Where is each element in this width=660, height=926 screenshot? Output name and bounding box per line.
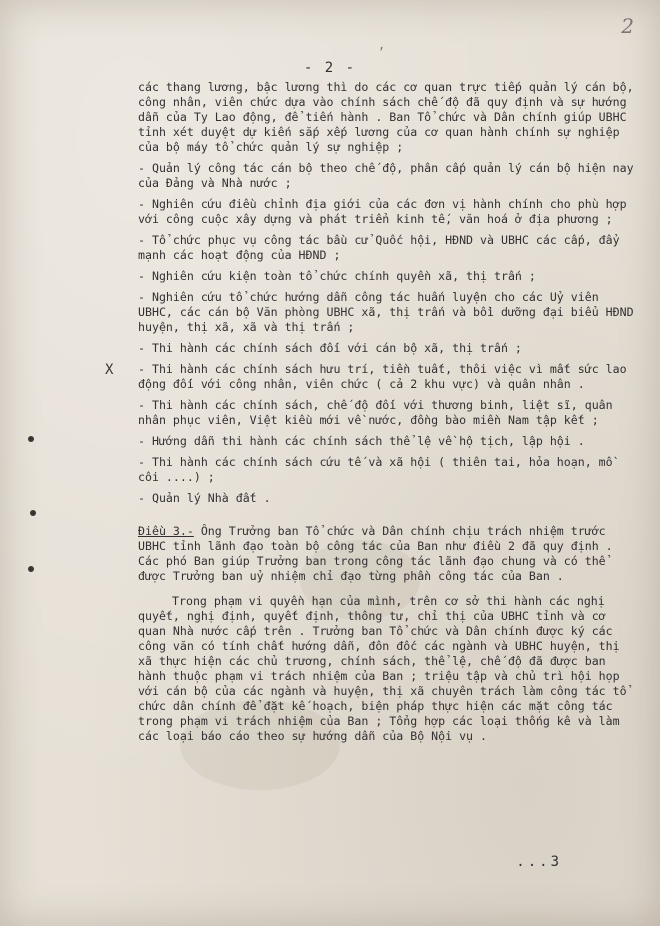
list-item: - Tổ chức phục vụ công tác bầu cử Quốc hội, HĐND và UBHC các cấp, đẩy mạnh các hoạt động của HĐND ; xyxy=(138,233,620,262)
article-3-text: Ông Trưởng ban Tổ chức và Dân chính chịu trách nhiệm trước UBHC tỉnh lãnh đạo toàn bộ công tác của Ban như điều 2 đã quy định . Các phó Ban giúp Trưởng ban trong công tác lãnh đạo chung và có thể được Trưởng ban uỷ nhiệm chỉ đạo từng phần công tác của Ban . xyxy=(138,524,613,583)
list-item: - Thi hành các chính sách đối với cán bộ xã, thị trấn ; xyxy=(138,341,522,355)
list-item: - Nghiên cứu tổ chức hướng dẫn công tác huấn luyện cho các Uỷ viên UBHC, các cán bộ Văn phòng UBHC xã, thị trấn và bồi dưỡng đại biểu HĐND huyện, thị xã, xã và thị trấn ; xyxy=(138,290,634,334)
list-item: - Thi hành các chính sách, chế độ đối với thương binh, liệt sĩ, quân nhân phục viên, Việt kiều mới về nước, đồng bào miền Nam tập kết ; xyxy=(138,398,613,427)
list-item: - Quản lý Nhà đất . xyxy=(138,491,271,505)
continuation-marker: ...3 xyxy=(516,854,562,870)
small-ink-mark: , xyxy=(378,38,386,52)
punch-hole-dot xyxy=(28,436,34,442)
list-item: - Hướng dẫn thi hành các chính sách thể lệ về hộ tịch, lập hội . xyxy=(138,434,585,448)
punch-hole-dot xyxy=(28,566,34,572)
list-item: - Thi hành các chính sách hưu trí, tiền tuất, thôi việc vì mất sức lao động đối với công nhân, viên chức ( cả 2 khu vực) và quân nhân . xyxy=(138,362,627,391)
margin-x-mark: X xyxy=(105,362,114,378)
document-body xyxy=(138,80,634,750)
list-item: - Quản lý công tác cán bộ theo chế độ, phân cấp quản lý cán bộ hiện nay của Đảng và Nhà nước ; xyxy=(138,161,634,190)
page-number: - 2 - xyxy=(303,60,357,76)
intro-paragraph: các thang lương, bậc lương thì do các cơ quan trực tiếp quản lý cán bộ, công nhân, viên chức dựa vào chính sách chế độ đã quy định và sự hướng dẫn của Ty Lao động, để tiến hành . Ban Tổ chức và Dân chính giúp UBHC tỉnh xét duyệt dự kiến sắp xếp lương của cơ quan hành chính sự nghiệp của bộ máy tổ chức quản lý sự nghiệp ; xyxy=(138,80,634,154)
article-3 xyxy=(138,524,634,584)
corner-page-mark: 2 xyxy=(621,14,634,38)
list-item: - Nghiên cứu kiện toàn tổ chức chính quyền xã, thị trấn ; xyxy=(138,269,536,283)
closing-paragraph: Trong phạm vi quyền hạn của mình, trên cơ sở thi hành các nghị quyết, nghị định, quyết định, thông tư, chỉ thị của UBHC tỉnh và cơ quan Nhà nước cấp trên . Trưởng ban Tổ chức và Dân chính được ký các công văn có tính chất hướng dẫn, đôn đốc các ngành và UBHC huyện, thị xã thực hiện các chủ trương, chính sách, thể lệ, chế độ đã được ban hành thuộc phạm vi trách nhiệm của Ban ; triệu tập và chủ trì hội họp với cán bộ của các ngành và huyện, thị xã chuyên trách làm công tác tổ chức dân chính để đặt kế hoạch, biện pháp thực hiện các mặt công tác trong phạm vi trách nhiệm của Ban ; Tổng hợp các loại thống kê và làm các loại báo cáo theo sự hướng dẫn của Bộ Nội vụ . xyxy=(138,594,627,743)
list-item: - Thi hành các chính sách cứu tế và xã hội ( thiên tai, hỏa hoạn, mồ côi ....) ; xyxy=(138,455,613,484)
punch-hole-dot xyxy=(30,510,36,516)
article-3-title: Điều 3.- xyxy=(138,524,194,538)
list-item: - Nghiên cứu điều chỉnh địa giới của các đơn vị hành chính cho phù hợp với công cuộc xây dựng và phát triển kinh tế, văn hoá ở địa phương ; xyxy=(138,197,627,226)
